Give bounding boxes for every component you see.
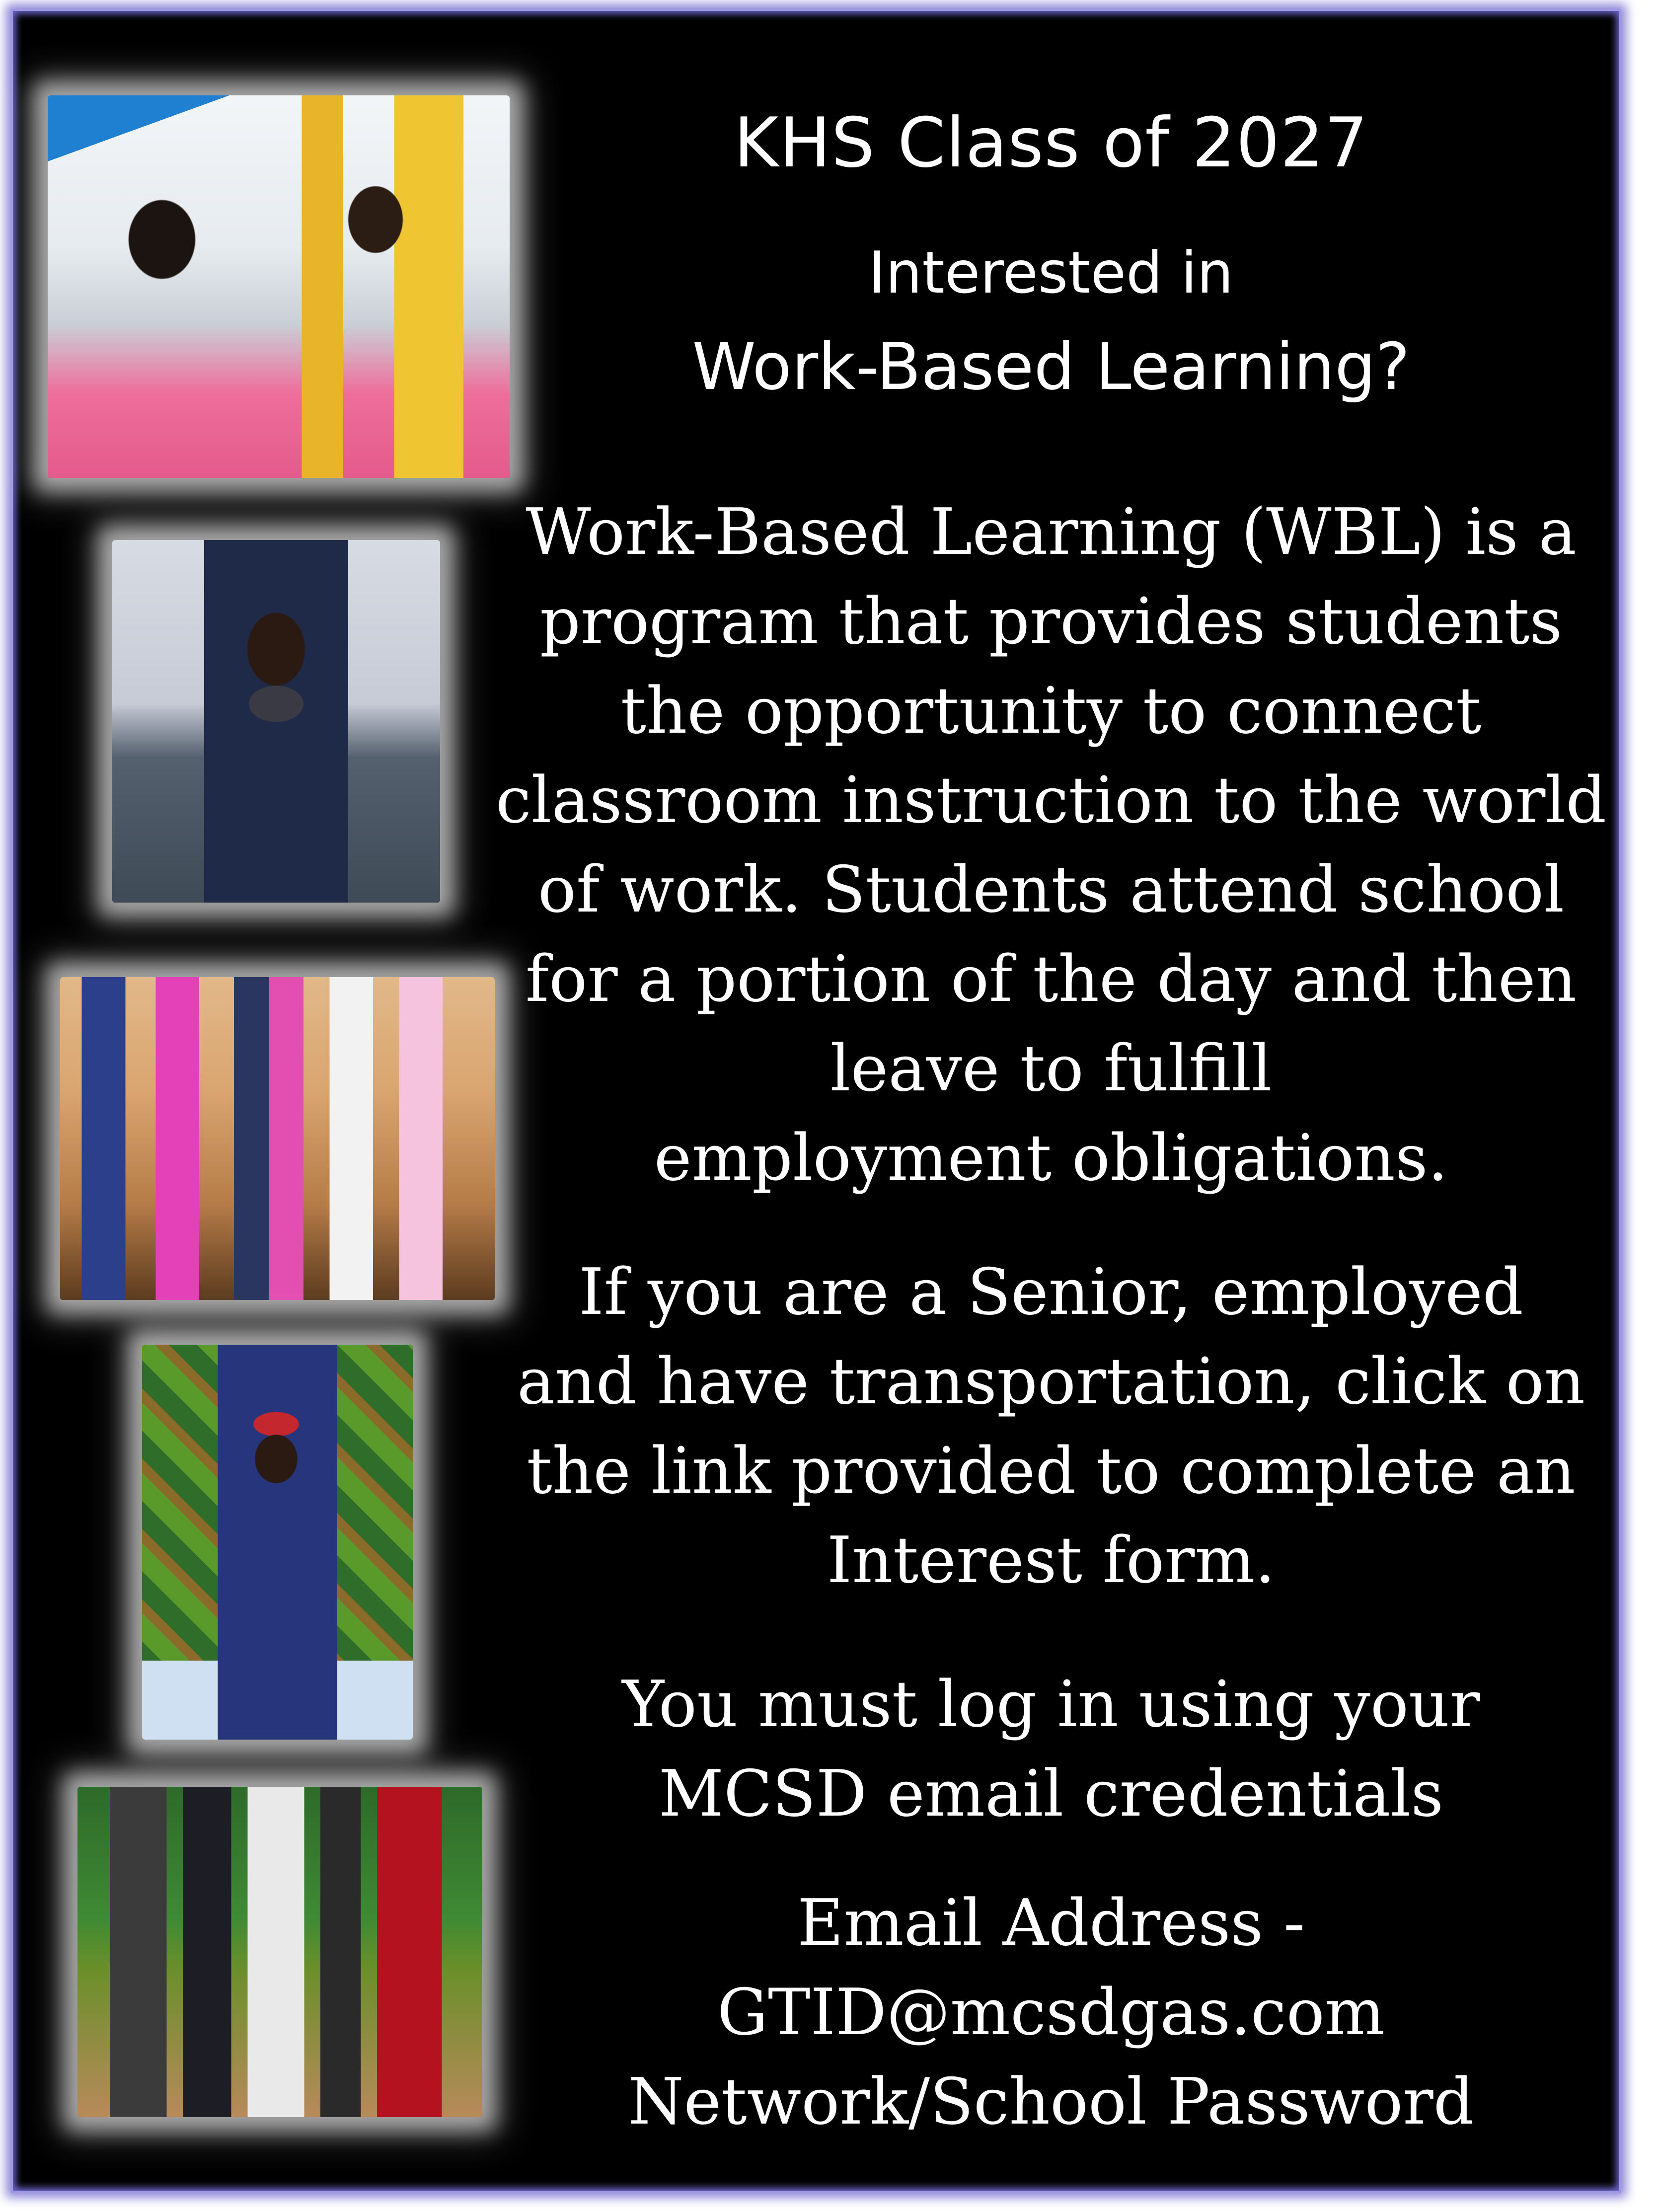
email-address-value: GTID@mcsdgas.com (717, 1976, 1385, 2050)
photo-health-science-lab (48, 95, 510, 478)
description-line: program that provides students (539, 585, 1563, 659)
photo-group-of-children (60, 977, 495, 1300)
description-line: Work-Based Learning (WBL) is a (526, 495, 1577, 569)
wbl-description (485, 488, 1617, 1203)
password-note: Network/School Password (628, 2065, 1474, 2139)
wbl-question: Work-Based Learning? (692, 329, 1410, 404)
photo-student-group (77, 1787, 482, 2117)
login-line: You must log in using your (622, 1668, 1480, 1742)
interested-label: Interested in (868, 239, 1234, 306)
photo-student-safety-vest (112, 540, 440, 903)
senior-instructions (485, 1248, 1617, 1605)
email-address-label: Email Address - (797, 1886, 1305, 1960)
description-line: classroom instruction to the world (495, 763, 1607, 838)
description-line: of work. Students attend school (537, 853, 1565, 927)
login-line: MCSD email credentials (658, 1757, 1444, 1831)
description-line: for a portion of the day and then (525, 942, 1577, 1016)
description-line: leave to fulfill (830, 1032, 1272, 1106)
email-credentials (485, 1879, 1617, 2147)
description-line: the opportunity to connect (620, 674, 1482, 748)
page-title: KHS Class of 2027 (734, 103, 1368, 183)
senior-line: Interest form. (827, 1524, 1276, 1598)
flyer (11, 9, 1621, 2193)
senior-line: the link provided to complete an (527, 1434, 1576, 1508)
photo-student-portrait (142, 1345, 413, 1740)
senior-line: and have transportation, click on (517, 1345, 1585, 1419)
senior-line: If you are a Senior, employed (579, 1255, 1523, 1329)
description-line: employment obligations. (654, 1121, 1448, 1195)
login-instructions (485, 1660, 1617, 1839)
